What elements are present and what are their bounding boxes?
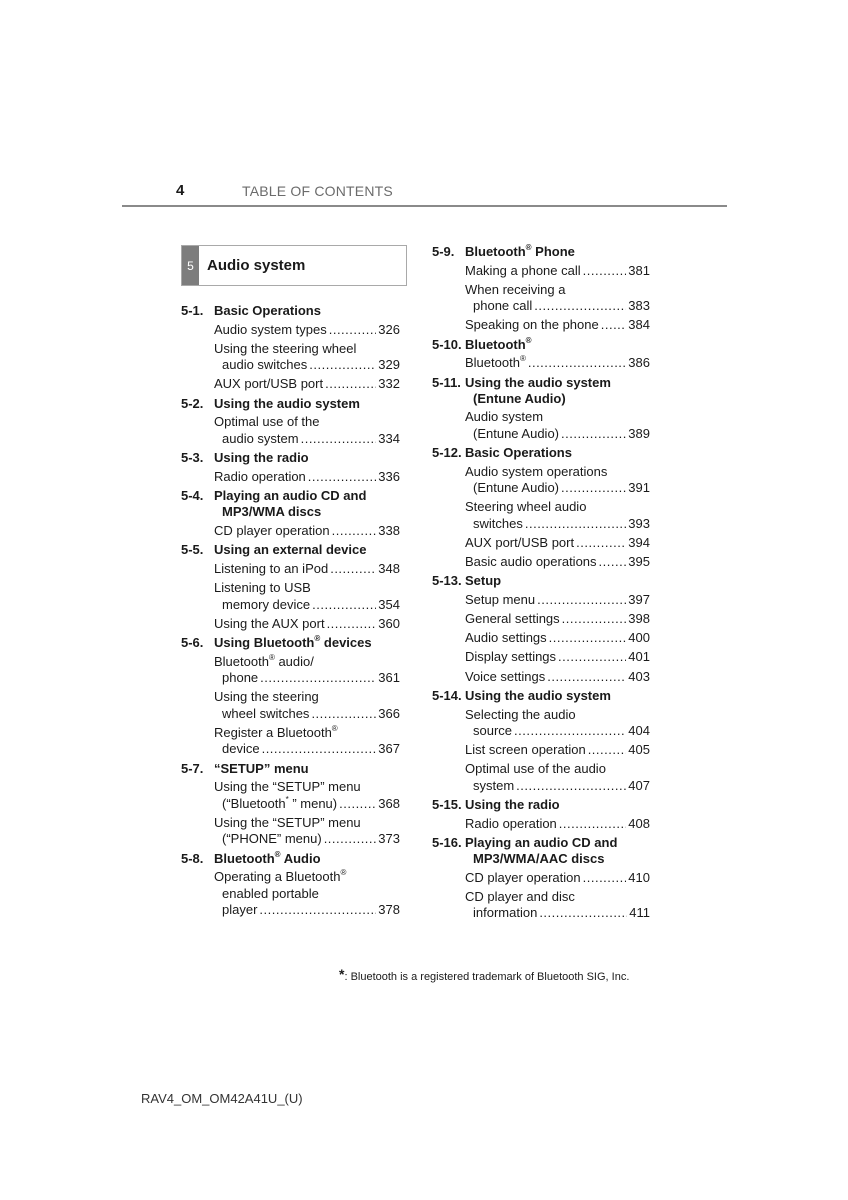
toc-entry — [432, 263, 650, 279]
toc-entry — [432, 355, 650, 371]
page-header-title: TABLE OF CONTENTS — [242, 183, 393, 199]
entry-row — [214, 431, 400, 447]
entry-row — [465, 355, 650, 371]
dot-leader — [309, 357, 376, 373]
page-ref: 366 — [378, 705, 400, 721]
entry-row — [214, 670, 400, 686]
dot-leader — [558, 649, 626, 665]
page-ref: 336 — [378, 468, 400, 484]
section-title-line: Bluetooth® Audio — [214, 849, 321, 866]
dot-leader — [547, 669, 626, 685]
dot-leader — [561, 480, 626, 496]
entry-row — [214, 902, 400, 918]
section-title-line: Using the audio system — [465, 374, 611, 390]
entry-text-line: enabled portable — [222, 885, 319, 901]
entry-row — [465, 723, 650, 739]
entry-text: (“PHONE” menu) — [222, 831, 322, 847]
entry-row — [214, 796, 400, 812]
dot-leader — [599, 554, 627, 570]
entry-text: (“Bluetooth* ” menu) — [222, 794, 338, 811]
dot-leader — [588, 742, 627, 758]
entry-row — [465, 426, 650, 442]
entry-text: (Entune Audio) — [473, 480, 560, 496]
section-number: 5-6. — [181, 635, 204, 651]
entry-row — [465, 480, 650, 496]
entry-row — [214, 561, 400, 577]
entry-row — [214, 597, 400, 613]
section-number: 5-13. — [432, 573, 462, 589]
section-title-line: Playing an audio CD and — [214, 488, 367, 504]
entry-text-line: CD player and disc — [465, 888, 575, 904]
dot-leader — [562, 611, 627, 627]
section-title — [214, 303, 400, 319]
entry-row — [465, 535, 650, 551]
dot-leader — [332, 523, 377, 539]
section-number: 5-16. — [432, 835, 462, 851]
footnote-text: : Bluetooth is a registered trademark of Bluetooth SIG, Inc. — [344, 971, 630, 983]
entry-text: player — [222, 902, 258, 918]
dot-leader — [301, 431, 377, 447]
toc-entry — [432, 592, 650, 608]
entry-text: List screen operation — [465, 742, 586, 758]
section-heading — [181, 542, 400, 558]
page-ref: 354 — [378, 596, 400, 612]
section-title — [465, 445, 650, 461]
page-ref: 348 — [378, 561, 400, 577]
entry-row — [214, 616, 400, 632]
page-ref: 361 — [378, 670, 400, 686]
section-heading — [181, 488, 400, 520]
dot-leader — [516, 778, 626, 794]
section-heading — [181, 851, 400, 867]
entry-row — [214, 741, 400, 757]
toc-entry — [432, 535, 650, 551]
dot-leader — [514, 723, 626, 739]
section-heading — [432, 445, 650, 461]
section-title — [465, 375, 650, 407]
toc-entry — [432, 889, 650, 922]
entry-text: CD player operation — [214, 522, 330, 538]
chapter-heading — [181, 245, 407, 286]
section-title — [214, 488, 400, 520]
entry-text: phone call — [473, 298, 533, 314]
toc-entry — [181, 779, 400, 812]
page-ref: 393 — [628, 515, 650, 531]
page-ref: 329 — [378, 357, 400, 373]
entry-text: source — [473, 723, 513, 739]
section-title-line: Basic Operations — [214, 303, 321, 318]
entry-text-line: Operating a Bluetooth® — [214, 868, 347, 885]
page-ref: 411 — [629, 905, 650, 921]
section-title-line: Using the radio — [214, 450, 309, 466]
page-ref: 326 — [378, 321, 400, 337]
section-number: 5-8. — [181, 850, 204, 866]
entry-text: Making a phone call — [465, 262, 581, 278]
page-ref: 386 — [628, 355, 650, 371]
section-number: 5-5. — [181, 542, 204, 558]
dot-leader — [311, 706, 376, 722]
entry-text-line: Using the steering — [214, 689, 319, 705]
section-number: 5-10. — [432, 336, 462, 352]
entry-row — [214, 469, 400, 485]
page-ref: 368 — [378, 795, 400, 811]
dot-leader — [561, 426, 626, 442]
section-heading — [181, 761, 400, 777]
entry-row — [214, 523, 400, 539]
entry-row — [214, 831, 400, 847]
entry-row — [465, 669, 650, 685]
section-title-line: MP3/WMA/AAC discs — [473, 851, 605, 867]
toc-entry — [181, 469, 400, 485]
entry-text: Bluetooth® — [465, 354, 526, 371]
dot-leader — [259, 902, 376, 918]
toc-entry — [181, 414, 400, 447]
entry-row — [465, 317, 650, 333]
page-ref: 403 — [628, 668, 650, 684]
section-title — [465, 337, 650, 353]
dot-leader — [339, 796, 376, 812]
toc-entry — [432, 669, 650, 685]
entry-text: Basic audio operations — [465, 554, 597, 570]
entry-text: Voice settings — [465, 668, 546, 684]
toc-entry — [181, 654, 400, 687]
section-number: 5-7. — [181, 760, 204, 776]
entry-text: Using the AUX port — [214, 615, 325, 631]
toc-entry — [432, 761, 650, 794]
section-heading — [432, 244, 650, 260]
toc-entry — [432, 870, 650, 886]
entry-row — [465, 905, 650, 921]
section-title — [214, 450, 400, 466]
entry-text: Setup menu — [465, 592, 536, 608]
page-ref: 405 — [628, 742, 650, 758]
dot-leader — [325, 376, 376, 392]
page-ref: 360 — [378, 615, 400, 631]
section-heading — [432, 573, 650, 589]
section-title — [214, 396, 400, 412]
section-number: 5-9. — [432, 244, 455, 259]
chapter-number: 5 — [182, 246, 199, 285]
entry-text: information — [473, 905, 538, 921]
page-ref: 400 — [628, 630, 650, 646]
section-heading — [432, 797, 650, 813]
entry-text-line: Using the steering wheel — [214, 340, 357, 356]
entry-text: Audio system types — [214, 321, 327, 337]
entry-text-line: Register a Bluetooth® — [214, 723, 338, 740]
toc-entry — [432, 630, 650, 646]
entry-text: (Entune Audio) — [473, 425, 560, 441]
entry-text: Display settings — [465, 649, 557, 665]
section-heading — [181, 303, 400, 319]
toc-entry — [181, 815, 400, 848]
toc-section — [432, 835, 650, 922]
toc-entry — [181, 580, 400, 613]
page-ref: 398 — [628, 611, 650, 627]
toc-entry — [432, 816, 650, 832]
section-heading — [432, 688, 650, 704]
dot-leader — [308, 469, 377, 485]
section-title-line: Setup — [465, 573, 502, 589]
toc-section — [181, 635, 400, 758]
toc-section — [181, 542, 400, 632]
entry-row — [465, 649, 650, 665]
page-ref: 404 — [628, 723, 650, 739]
entry-row — [465, 516, 650, 532]
page-ref: 389 — [628, 425, 650, 441]
header-rule — [122, 205, 727, 207]
page-ref: 367 — [378, 741, 400, 757]
toc-section — [432, 573, 650, 684]
entry-row — [214, 357, 400, 373]
toc-entry — [181, 523, 400, 539]
page-ref: 407 — [628, 777, 650, 793]
toc-entry — [181, 869, 400, 918]
entry-row — [465, 816, 650, 832]
section-number: 5-2. — [181, 395, 204, 411]
entry-row — [465, 778, 650, 794]
entry-text-line: Using the “SETUP” menu — [214, 814, 361, 830]
entry-row — [465, 298, 650, 314]
entry-text-line: Optimal use of the audio — [465, 761, 606, 777]
entry-text: system — [473, 777, 515, 793]
section-title-line: Using the radio — [465, 797, 560, 813]
entry-row — [465, 630, 650, 646]
dot-leader — [312, 597, 376, 613]
section-title-line: Using Bluetooth® devices — [214, 634, 372, 651]
entry-text-line: Audio system operations — [465, 463, 608, 479]
section-number: 5-15. — [432, 797, 462, 813]
entry-text: AUX port/USB port — [465, 534, 575, 550]
page-number: 4 — [176, 182, 185, 199]
toc-section — [181, 396, 400, 448]
entry-row — [465, 742, 650, 758]
entry-text: audio system — [222, 430, 299, 446]
toc-entry — [181, 689, 400, 722]
dot-leader — [327, 616, 377, 632]
toc-entry — [432, 707, 650, 740]
page-ref: 395 — [628, 554, 650, 570]
document-code: RAV4_OM_OM42A41U_(U) — [141, 1091, 303, 1106]
toc-entry — [181, 322, 400, 338]
section-number: 5-12. — [432, 445, 462, 461]
section-title — [465, 244, 650, 260]
toc-section — [432, 797, 650, 832]
toc-section — [181, 851, 400, 919]
dot-leader — [330, 561, 376, 577]
page-ref: 378 — [378, 902, 400, 918]
section-heading — [432, 375, 650, 407]
entry-text: switches — [473, 515, 523, 531]
dot-leader — [559, 816, 627, 832]
entry-text-line: When receiving a — [465, 281, 566, 297]
section-heading — [181, 635, 400, 651]
dot-leader — [329, 322, 377, 338]
toc-entry — [432, 742, 650, 758]
toc-entry — [432, 499, 650, 532]
entry-text: Radio operation — [465, 815, 557, 831]
page-ref: 334 — [378, 430, 400, 446]
toc-section — [181, 761, 400, 848]
section-heading — [432, 337, 650, 353]
entry-text: AUX port/USB port — [214, 376, 324, 392]
page-ref: 408 — [628, 815, 650, 831]
entry-text: phone — [222, 670, 259, 686]
section-title-line: MP3/WMA discs — [222, 504, 322, 520]
page-ref: 332 — [378, 376, 400, 392]
entry-text: General settings — [465, 611, 560, 627]
entry-row — [465, 870, 650, 886]
page-ref: 391 — [628, 480, 650, 496]
dot-leader — [260, 670, 376, 686]
section-title — [465, 573, 650, 589]
toc-left-column — [181, 300, 400, 918]
entry-text-line: Listening to USB — [214, 580, 311, 596]
entry-text-line: Using the “SETUP” menu — [214, 779, 361, 795]
entry-row — [214, 706, 400, 722]
toc-entry — [432, 464, 650, 497]
section-title-line: “SETUP” menu — [214, 760, 309, 776]
section-number: 5-3. — [181, 450, 204, 466]
dot-leader — [528, 355, 626, 371]
footnote — [339, 966, 629, 983]
dot-leader — [549, 630, 627, 646]
entry-text: wheel switches — [222, 705, 310, 721]
entry-row — [465, 592, 650, 608]
entry-row — [465, 554, 650, 570]
dot-leader — [534, 298, 626, 314]
entry-row — [214, 376, 400, 392]
section-title-line: Basic Operations — [465, 445, 572, 461]
dot-leader — [525, 516, 626, 532]
dot-leader — [576, 535, 626, 551]
dot-leader — [537, 592, 626, 608]
entry-text: memory device — [222, 596, 311, 612]
entry-text: Radio operation — [214, 468, 306, 484]
page-ref: 381 — [628, 262, 650, 278]
entry-text: device — [222, 741, 260, 757]
section-title-line: Using the audio system — [465, 687, 611, 703]
dot-leader — [262, 741, 377, 757]
toc-entry — [432, 317, 650, 333]
page-ref: 394 — [628, 534, 650, 550]
section-title-line: Playing an audio CD and — [465, 835, 618, 851]
page-ref: 384 — [628, 317, 650, 333]
entry-row — [214, 322, 400, 338]
toc-right-column — [432, 241, 650, 922]
section-title-line: Bluetooth® — [465, 335, 532, 352]
entry-text: audio switches — [222, 357, 308, 373]
toc-section — [432, 688, 650, 794]
dot-leader — [583, 263, 627, 279]
section-title — [465, 688, 650, 704]
toc-entry — [181, 725, 400, 758]
section-heading — [181, 450, 400, 466]
toc-entry — [432, 409, 650, 442]
toc-entry — [181, 341, 400, 374]
section-title-line: (Entune Audio) — [473, 390, 566, 406]
entry-text: CD player operation — [465, 869, 581, 885]
entry-text: Audio settings — [465, 630, 547, 646]
footnote-marker: * — [339, 966, 345, 982]
section-title — [214, 761, 400, 777]
dot-leader — [324, 831, 377, 847]
toc-section — [432, 244, 650, 334]
page-ref: 397 — [628, 592, 650, 608]
toc-section — [432, 445, 650, 570]
entry-row — [465, 611, 650, 627]
toc-entry — [432, 554, 650, 570]
entry-text: Speaking on the phone — [465, 317, 599, 333]
section-heading — [181, 396, 400, 412]
page-ref: 410 — [628, 869, 650, 885]
toc-section — [432, 375, 650, 443]
chapter-title: Audio system — [207, 257, 306, 274]
toc-section — [181, 450, 400, 485]
page-ref: 338 — [378, 522, 400, 538]
section-title-line: Bluetooth® Phone — [465, 243, 575, 259]
section-title — [214, 635, 400, 651]
toc-section — [432, 337, 650, 372]
dot-leader — [601, 317, 627, 333]
entry-text-line: Selecting the audio — [465, 706, 576, 722]
section-heading — [432, 835, 650, 867]
section-title — [214, 851, 400, 867]
section-number: 5-14. — [432, 687, 462, 703]
toc-entry — [181, 561, 400, 577]
entry-text-line: Bluetooth® audio/ — [214, 652, 314, 669]
toc-section — [181, 488, 400, 539]
page-ref: 373 — [378, 831, 400, 847]
section-title-line: Using the audio system — [214, 395, 360, 411]
toc-entry — [432, 282, 650, 315]
dot-leader — [539, 905, 627, 921]
toc-entry — [432, 649, 650, 665]
section-number: 5-4. — [181, 488, 204, 504]
toc-entry — [181, 616, 400, 632]
dot-leader — [583, 870, 627, 886]
section-number: 5-1. — [181, 303, 204, 318]
section-title — [465, 835, 650, 867]
section-title-line: Using an external device — [214, 542, 367, 558]
page-ref: 383 — [628, 298, 650, 314]
section-title — [214, 542, 400, 558]
toc-entry — [432, 611, 650, 627]
section-number: 5-11. — [432, 374, 461, 390]
entry-text-line: Optimal use of the — [214, 414, 320, 430]
toc-section — [181, 303, 400, 393]
section-title — [465, 797, 650, 813]
entry-text-line: Audio system — [465, 409, 544, 425]
entry-row — [465, 263, 650, 279]
page-ref: 401 — [628, 649, 650, 665]
entry-text: Listening to an iPod — [214, 561, 329, 577]
entry-text-line: Steering wheel audio — [465, 499, 587, 515]
toc-entry — [181, 376, 400, 392]
